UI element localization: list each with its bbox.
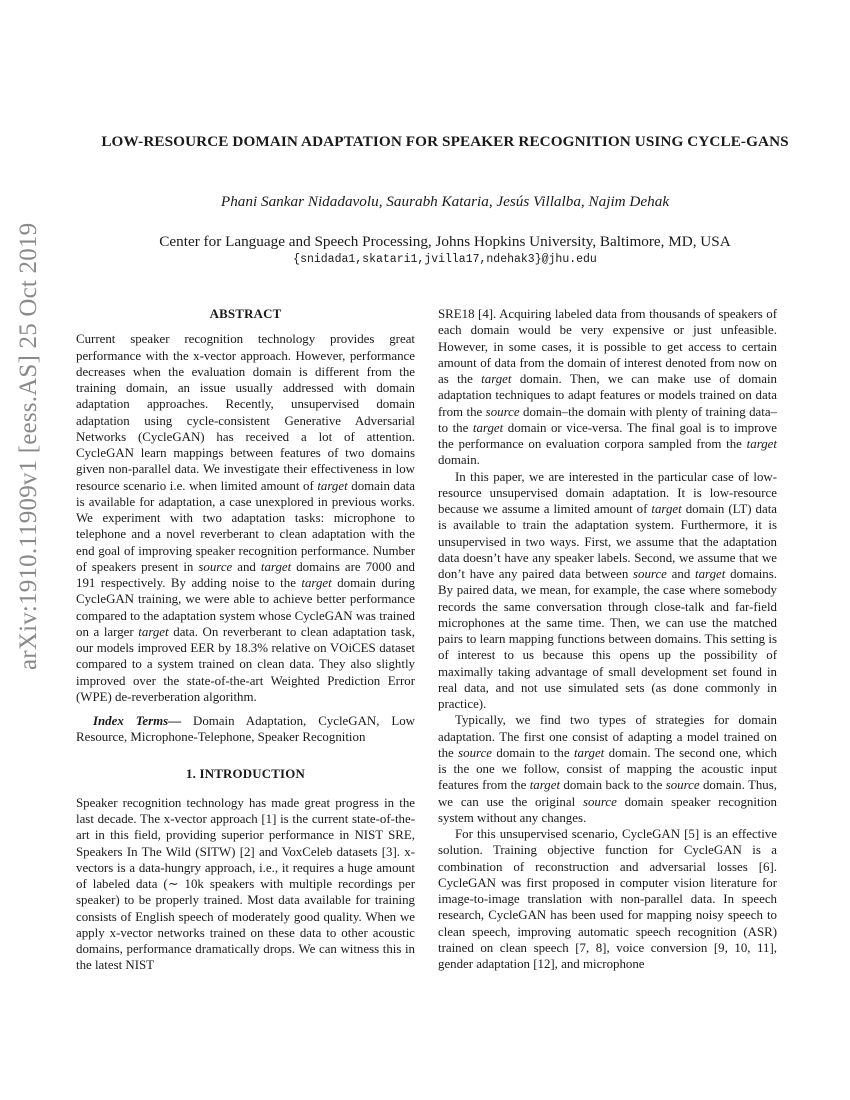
introduction-heading: 1. INTRODUCTION	[185, 766, 306, 781]
introduction-paragraph: Speaker recognition technology has made great progress in the last decade. The x-vector approach [1] is the current state-of-the-art in this field, providing superior performance in NIST SRE, Speakers In The Wild (SITW) [2] and VoxCeleb datasets [3]. x-vectors is a data-hungry approach, i.e., it requires a huge amount of labeled data (∼ 10k speakers with multiple recordings per speaker) to be properly trained. Most data available for training consists of English speech of moderately good quality. When we apply x-vector networks trained on these data to other acoustic domains, performance dramatically drops. We can witness this in the latest NIST	[76, 795, 415, 973]
body-paragraph: Typically, we find two types of strategies for domain adaptation. The first one consist of adapting a model trained on the source domain to the target domain. The second one, which is the one we follow, consist of mapping the acoustic input features from the target domain back to the source domain. Thus, we can use the original source domain speaker recognition system without any changes.	[438, 713, 778, 825]
abstract-heading: ABSTRACT	[209, 307, 282, 321]
right-column	[438, 306, 777, 972]
paper-title: LOW-RESOURCE DOMAIN ADAPTATION FOR SPEAKER RECOGNITION USING CYCLE-GANS	[101, 133, 789, 150]
body-paragraph: In this paper, we are interested in the particular case of low-resource unsupervised domain adaptation. It is low-resource because we assume a limited amount of target domain (LT) data is available to train the adaptation system. Furthermore, it is unsupervised in two ways. First, we assume that the adaptation data doesn’t have any speaker labels. Second, we assume that we don’t have any paired data between source and target domains. By paired data, we mean, for example, the case where somebody records the same conversation through close-talk and far-field microphones at the same time. Then, we can use the matched pairs to learn mapping functions between domains. This setting is of interest to us because this opens up the possibility of maximally taking advantage of small development set found in real data, and not use simulated sets (as done commonly in practice).	[438, 469, 777, 711]
affiliation: Center for Language and Speech Processing, Johns Hopkins University, Baltimore, MD, USA	[159, 233, 731, 250]
author-list: Phani Sankar Nidadavolu, Saurabh Kataria, Jesús Villalba, Najim Dehak	[220, 193, 670, 210]
author-emails: {snidada1,skatari1,jvilla17,ndehak3}@jhu.edu	[293, 253, 597, 266]
left-column	[76, 306, 415, 974]
body-paragraph: For this unsupervised scenario, CycleGAN [5] is an effective solution. Training objective function for CycleGAN is a combination of reconstruction and adversarial losses [6]. CycleGAN was first proposed in computer vision literature for image-to-image translation with non-parallel data. In speech research, CycleGAN has been used for mapping noisy speech to clean speech, improving automatic speech recognition (ASR) trained on clean speech [7, 8], voice conversion [9, 10, 11], gender adaptation [12], and microphone	[438, 827, 777, 971]
arxiv-identifier: arXiv:1910.11909v1 [eess.AS] 25 Oct 2019	[15, 222, 42, 670]
index-terms: Index Terms— Domain Adaptation, CycleGAN, Low Resource, Microphone-Telephone, Speaker Recognition	[76, 714, 415, 745]
body-paragraph: SRE18 [4]. Acquiring labeled data from thousands of speakers of each domain would be very expensive or just unfeasible. However, in some cases, it is possible to get access to certain amount of data from the domain of interest denoted from now on as the target domain. Then, we can make use of domain adaptation techniques to adapt features or models trained on data from the source domain–the domain with plenty of training data– to the target domain or vice-versa. The final goal is to improve the performance on evaluation corpora sampled from the target domain.	[438, 307, 777, 468]
abstract-paragraph: Current speaker recognition technology provides great performance with the x-vector approach. However, performance decreases when the evaluation domain is different from the training domain, an issue usually addressed with domain adaptation approaches. Recently, unsupervised domain adaptation using cycle-consistent Generative Adversarial Networks (CycleGAN) has received a lot of attention. CycleGAN learn mappings between features of two domains given non-parallel data. We investigate their effectiveness in low resource scenario i.e. when limited amount of target domain data is available for adaptation, a case unexplored in previous works. We experiment with two adaptation tasks: microphone to telephone and a novel reverberant to clean adaptation with the end goal of improving speaker recognition performance. Number of speakers present in source and target domains are 7000 and 191 respectively. By adding noise to the target domain during CycleGAN training, we were able to achieve better performance compared to the adaptation system whose CycleGAN was trained on a larger target data. On reverberant to clean adaptation task, our models improved EER by 18.3% relative on VOiCES dataset compared to a system trained on clean data. They also slightly improved over the state-of-the-art Weighted Prediction Error (WPE) de-reverberation algorithm.	[76, 332, 416, 704]
